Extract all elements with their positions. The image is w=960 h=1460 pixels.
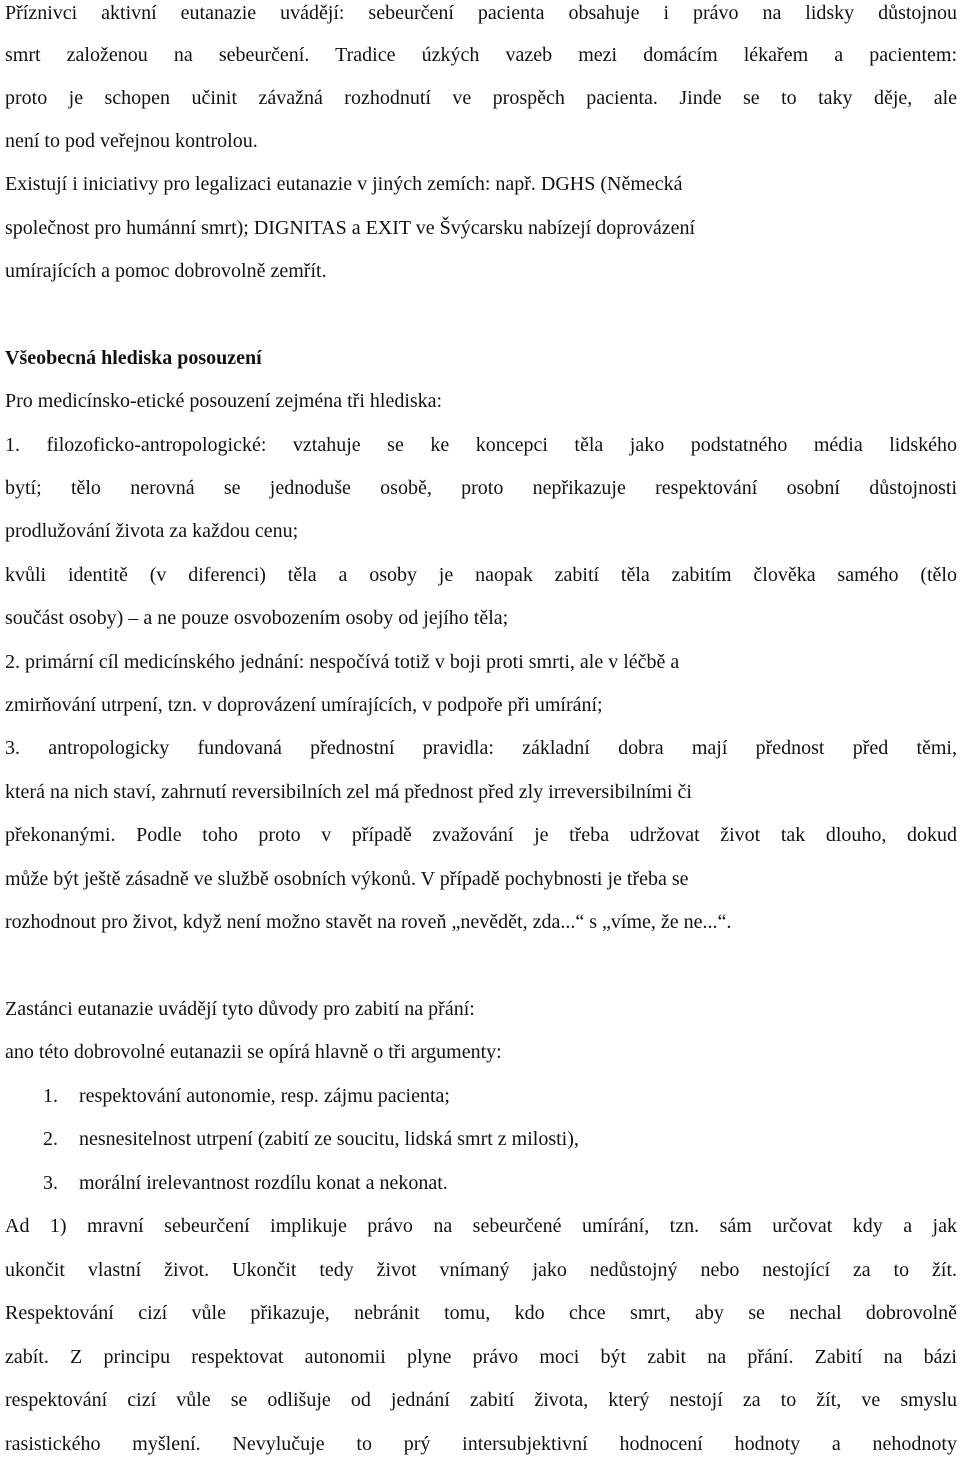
criteria-line-4: kvůli identitě (v diferenci) těla a osoby je naopak zabití těla zabitím člověka samého (tělo bbox=[5, 564, 957, 586]
section-intro: Pro medicínsko-etické posouzení zejména tři hlediska: bbox=[5, 390, 443, 412]
criteria-line-10: překonanými. Podle toho proto v případě zvažování je třeba udržovat život tak dlouho, dokud bbox=[5, 824, 957, 846]
argument-number: 2. bbox=[43, 1128, 58, 1150]
criteria-line-1: 1. filozoficko-antropologické: vztahuje se ke koncepci těla jako podstatného média lidského bbox=[5, 434, 957, 456]
argument-text: morální irelevantnost rozdílu konat a nekonat. bbox=[79, 1172, 448, 1194]
criteria-line-9: která na nich staví, zahrnutí reversibilních zel má přednost před zly irreversibilními či bbox=[5, 781, 692, 803]
ad1-line-5: respektování cizí vůle se odlišuje od jednání zabití života, který nestojí za to žít, ve smyslu bbox=[5, 1389, 957, 1411]
argument-text: nesnesitelnost utrpení (zabití ze soucitu, lidská smrt z milosti), bbox=[79, 1128, 579, 1150]
criteria-line-3: prodlužování života za každou cenu; bbox=[5, 520, 299, 542]
argument-item bbox=[43, 1126, 579, 1152]
paragraph-1-line-1: Příznivci aktivní eutanazie uvádějí: sebeurčení pacienta obsahuje i právo na lidsky důstojnou bbox=[5, 2, 957, 24]
argument-number: 1. bbox=[43, 1085, 58, 1107]
criteria-line-7: zmirňování utrpení, tzn. v doprovázení umírajících, v podpoře při umírání; bbox=[5, 694, 603, 716]
argument-number: 3. bbox=[43, 1172, 58, 1194]
paragraph-2-line-1: Existují i iniciativy pro legalizaci eutanazie v jiných zemích: např. DGHS (Německá bbox=[5, 173, 683, 195]
ad1-line-4: zabít. Z principu respektovat autonomii plyne právo moci být zabit na přání. Zabití na bázi bbox=[5, 1346, 957, 1368]
criteria-line-2: bytí; tělo nerovná se jednoduše osobě, proto nepřikazuje respektování osobní důstojnosti bbox=[5, 477, 957, 499]
criteria-line-8: 3. antropologicky fundovaná přednostní pravidla: základní dobra mají přednost před těmi, bbox=[5, 737, 957, 759]
paragraph-2-line-2: společnost pro humánní smrt); DIGNITAS a EXIT ve Švýcarsku nabízejí doprovázení bbox=[5, 217, 696, 239]
ad1-line-2: ukončit vlastní život. Ukončit tedy život vnímaný jako nedůstojný nebo nestojící za to žít. bbox=[5, 1259, 957, 1281]
argument-text: respektování autonomie, resp. zájmu pacienta; bbox=[79, 1085, 450, 1107]
ad1-line-3: Respektování cizí vůle přikazuje, nebránit tomu, kdo chce smrt, aby se nechal dobrovolně bbox=[5, 1302, 957, 1324]
paragraph-1-line-4: není to pod veřejnou kontrolou. bbox=[5, 130, 258, 152]
criteria-line-11: může být ještě zásadně ve službě osobních výkonů. V případě pochybnosti je třeba se bbox=[5, 868, 689, 890]
section-heading: Všeobecná hlediska posouzení bbox=[5, 347, 262, 369]
criteria-line-12: rozhodnout pro život, když není možno stavět na roveň „nevědět, zda...“ s „víme, že ne...“. bbox=[5, 911, 732, 933]
ad1-line-6: rasistického myšlení. Nevylučuje to prý intersubjektivní hodnocení hodnoty a nehodnoty bbox=[5, 1433, 957, 1455]
argument-item bbox=[43, 1083, 450, 1109]
ad1-line-1: Ad 1) mravní sebeurčení implikuje právo na sebeurčené umírání, tzn. sám určovat kdy a jak bbox=[5, 1215, 957, 1237]
advocates-intro: ano této dobrovolné eutanazii se opírá hlavně o tři argumenty: bbox=[5, 1041, 502, 1063]
paragraph-1-line-3: proto je schopen učinit závažná rozhodnutí ve prospěch pacienta. Jinde se to taky děje, ale bbox=[5, 87, 957, 109]
criteria-line-5: součást osoby) – a ne pouze osvobozením osoby od jejího těla; bbox=[5, 607, 509, 629]
argument-item bbox=[43, 1170, 448, 1196]
paragraph-2-line-3: umírajících a pomoc dobrovolně zemřít. bbox=[5, 260, 327, 282]
advocates-title: Zastánci eutanazie uvádějí tyto důvody pro zabití na přání: bbox=[5, 998, 475, 1020]
criteria-line-6: 2. primární cíl medicínského jednání: nespočívá totiž v boji proti smrti, ale v léčbě a bbox=[5, 651, 680, 673]
paragraph-1-line-2: smrt založenou na sebeurčení. Tradice úzkých vazeb mezi domácím lékařem a pacientem: bbox=[5, 44, 957, 66]
